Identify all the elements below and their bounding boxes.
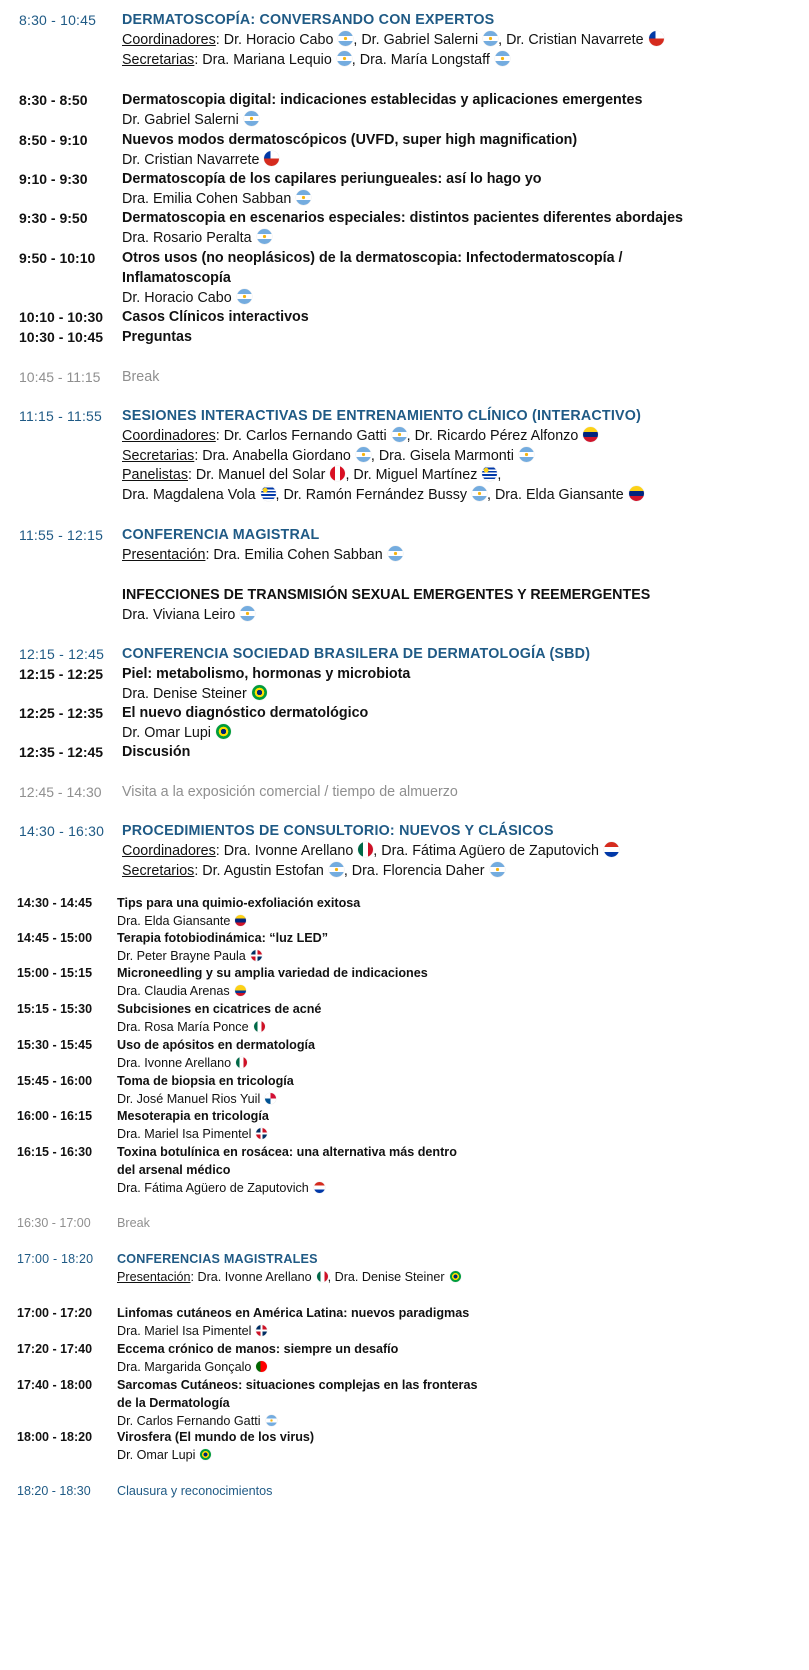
time-slot: 9:50 - 10:10 xyxy=(19,250,96,266)
session-title: DERMATOSCOPÍA: CONVERSANDO CON EXPERTOS xyxy=(122,12,495,28)
session-content xyxy=(117,1340,398,1376)
session-title: CONFERENCIA MAGISTRAL xyxy=(122,527,320,543)
argentina-flag-icon xyxy=(237,289,252,304)
argentina-flag-icon xyxy=(338,31,353,46)
session-content xyxy=(122,645,590,665)
time-slot: 15:30 - 15:45 xyxy=(17,1038,93,1052)
speaker-name: , Dr. Gabriel Salerni xyxy=(353,31,479,48)
speaker-name: : Dra. Emilia Cohen Sabban xyxy=(205,546,383,563)
session-content xyxy=(117,964,428,1000)
session-title: Uso de apósitos en dermatología xyxy=(117,1038,316,1052)
argentina-flag-icon xyxy=(483,31,498,46)
time-slot: 12:45 - 14:30 xyxy=(19,784,102,800)
speaker-name: , Dra. Florencia Daher xyxy=(343,862,485,879)
argentina-flag-icon xyxy=(472,486,487,501)
speaker-line xyxy=(122,466,644,486)
session-content xyxy=(122,743,190,763)
session-content xyxy=(122,308,309,328)
session-content xyxy=(117,1107,269,1143)
speaker-line xyxy=(117,1125,269,1143)
speaker-line xyxy=(117,1268,461,1286)
speaker-line xyxy=(117,1090,294,1108)
mexico-flag-icon xyxy=(358,842,373,857)
time-slot: 12:15 - 12:45 xyxy=(19,646,105,662)
session-content xyxy=(122,704,368,744)
speaker-name: Dr. José Manuel Rios Yuil xyxy=(117,1092,261,1106)
session-content xyxy=(122,91,642,131)
brazil-flag-icon xyxy=(200,1449,211,1460)
time-slot: 16:15 - 16:30 xyxy=(17,1145,93,1159)
speaker-name: Dr. Cristian Navarrete xyxy=(122,151,260,168)
role-label: Secretarias xyxy=(122,447,195,464)
speaker-name: Dr. Peter Brayne Paula xyxy=(117,949,246,963)
paraguay-flag-icon xyxy=(604,842,619,857)
speaker-line xyxy=(117,947,328,965)
role-label: Panelistas xyxy=(122,467,188,484)
dominican-republic-flag-icon xyxy=(251,950,262,961)
session-title: Eccema crónico de manos: siempre un desafío xyxy=(117,1342,399,1356)
session-content xyxy=(122,209,683,249)
paraguay-flag-icon xyxy=(314,1182,325,1193)
session-content xyxy=(117,1304,469,1340)
speaker-line xyxy=(117,982,428,1000)
speaker-line xyxy=(122,289,623,309)
session-title: SESIONES INTERACTIVAS DE ENTRENAMIENTO CLÍNICO (INTERACTIVO) xyxy=(122,408,642,424)
speaker-name: , Dr. Miguel Martínez xyxy=(345,467,478,484)
session-content xyxy=(117,1482,272,1500)
session-title: Toma de biopsia en tricología xyxy=(117,1074,294,1088)
session-title: Dermatoscopia en escenarios especiales: distintos pacientes diferentes abordajes xyxy=(122,210,683,226)
argentina-flag-icon xyxy=(495,51,510,66)
speaker-name: : Dra. Ivonne Arellano xyxy=(215,842,354,859)
speaker-line xyxy=(122,685,410,705)
brazil-flag-icon xyxy=(216,724,231,739)
argentina-flag-icon xyxy=(388,546,403,561)
speaker-name: : Dra. Ivonne Arellano xyxy=(190,1270,312,1284)
speaker-line xyxy=(122,427,644,447)
session-content xyxy=(117,1036,315,1072)
speaker-line xyxy=(117,1358,398,1376)
brazil-flag-icon xyxy=(252,685,267,700)
mexico-flag-icon xyxy=(317,1271,328,1282)
session-title: Otros usos (no neoplásicos) de la dermatoscopia: Infectodermatoscopía / xyxy=(122,250,623,266)
speaker-name: , Dr. Ramón Fernández Bussy xyxy=(275,487,468,504)
session-title: INFECCIONES DE TRANSMISIÓN SEXUAL EMERGENTES Y REEMERGENTES xyxy=(122,587,651,603)
speaker-line xyxy=(122,606,650,626)
uruguay-flag-icon xyxy=(261,486,276,501)
session-content xyxy=(122,249,623,308)
role-label: Coordinadores xyxy=(122,31,216,48)
session-content xyxy=(122,407,644,506)
mexico-flag-icon xyxy=(254,1021,265,1032)
venezuela-flag-icon xyxy=(583,427,598,442)
session-title: Piel: metabolismo, hormonas y microbiota xyxy=(122,666,411,682)
speaker-name: , Dra. Elda Giansante xyxy=(487,487,624,504)
session-content xyxy=(122,665,410,705)
time-slot: 8:30 - 10:45 xyxy=(19,12,97,28)
session-content xyxy=(117,1428,314,1464)
time-slot: 8:30 - 8:50 xyxy=(19,92,88,108)
session-title: Break xyxy=(117,1216,150,1230)
session-title: Clausura y reconocimientos xyxy=(117,1484,273,1498)
speaker-line xyxy=(122,111,642,131)
session-content xyxy=(117,1376,477,1430)
speaker-name: Dra. Rosa María Ponce xyxy=(117,1020,249,1034)
speaker-line xyxy=(122,229,683,249)
speaker-line xyxy=(122,842,619,862)
session-content xyxy=(122,131,577,171)
speaker-line xyxy=(122,151,577,171)
dominican-republic-flag-icon xyxy=(256,1128,267,1139)
speaker-name: : Dra. Mariana Lequio xyxy=(194,51,332,68)
venezuela-flag-icon xyxy=(235,915,246,926)
argentina-flag-icon xyxy=(329,862,344,877)
time-slot: 16:00 - 16:15 xyxy=(17,1109,93,1123)
time-slot: 11:55 - 12:15 xyxy=(19,527,104,543)
time-slot: 12:15 - 12:25 xyxy=(19,666,104,682)
time-slot: 10:45 - 11:15 xyxy=(19,369,101,385)
speaker-name: , Dr. Cristian Navarrete xyxy=(498,31,644,48)
session-content xyxy=(117,1000,321,1036)
speaker-name: : Dr. Manuel del Solar xyxy=(187,467,326,484)
session-title: Subcisiones en cicatrices de acné xyxy=(117,1002,322,1016)
session-content xyxy=(122,586,650,626)
time-slot: 10:30 - 10:45 xyxy=(19,329,104,345)
session-content xyxy=(117,894,360,930)
session-title: Visita a la exposición comercial / tiempo de almuerzo xyxy=(122,784,458,800)
argentina-flag-icon xyxy=(240,606,255,621)
role-label: Presentación xyxy=(117,1270,191,1284)
time-slot: 17:00 - 17:20 xyxy=(17,1306,93,1320)
argentina-flag-icon xyxy=(257,229,272,244)
session-content xyxy=(117,1214,150,1232)
speaker-name: Dra. Claudia Arenas xyxy=(117,984,230,998)
time-slot: 18:20 - 18:30 xyxy=(17,1484,91,1498)
session-title: CONFERENCIAS MAGISTRALES xyxy=(117,1252,318,1266)
portugal-flag-icon xyxy=(256,1361,267,1372)
time-slot: 17:40 - 18:00 xyxy=(17,1378,93,1392)
time-slot: 9:30 - 9:50 xyxy=(19,210,88,226)
speaker-line xyxy=(122,862,619,882)
role-label: Secretarias xyxy=(122,51,195,68)
speaker-line xyxy=(122,724,368,744)
time-slot: 8:50 - 9:10 xyxy=(19,132,88,148)
session-title: Inflamatoscopía xyxy=(122,269,231,286)
argentina-flag-icon xyxy=(244,111,259,126)
speaker-line xyxy=(117,1054,315,1072)
speaker-line xyxy=(122,31,664,51)
session-title: Break xyxy=(122,369,160,385)
session-title: Sarcomas Cutáneos: situaciones complejas en las fronteras xyxy=(117,1378,478,1392)
time-slot: 14:30 - 14:45 xyxy=(17,896,93,910)
speaker-name: Dra. Fátima Agüero de Zaputovich xyxy=(117,1181,309,1195)
time-slot: 10:10 - 10:30 xyxy=(19,309,104,325)
session-title: Microneedling y su amplia variedad de indicaciones xyxy=(117,966,428,980)
speaker-line xyxy=(117,1322,469,1340)
session-title: Toxina botulínica en rosácea: una alternativa más dentro xyxy=(117,1145,457,1159)
role-label: Coordinadores xyxy=(122,842,216,859)
session-title: Virosfera (El mundo de los virus) xyxy=(117,1430,315,1444)
session-content xyxy=(117,929,328,965)
time-slot: 11:15 - 11:55 xyxy=(19,408,103,424)
role-label: Secretarios xyxy=(122,862,195,879)
speaker-name: Dra. Elda Giansante xyxy=(117,914,231,928)
argentina-flag-icon xyxy=(356,447,371,462)
argentina-flag-icon xyxy=(519,447,534,462)
session-title: Discusión xyxy=(122,744,191,760)
time-slot: 9:10 - 9:30 xyxy=(19,171,88,187)
time-slot: 14:30 - 16:30 xyxy=(19,823,105,839)
speaker-name: , Dr. Ricardo Pérez Alfonzo xyxy=(406,427,579,444)
speaker-name: Dr. Omar Lupi xyxy=(117,1448,196,1462)
session-content xyxy=(122,526,403,566)
speaker-name: Dra. Viviana Leiro xyxy=(122,606,236,623)
speaker-name: , Dra. María Longstaff xyxy=(351,51,490,68)
speaker-name: : Dr. Horacio Cabo xyxy=(215,31,334,48)
speaker-name: : Dra. Anabella Giordano xyxy=(194,447,351,464)
speaker-name: Dra. Rosario Peralta xyxy=(122,229,252,246)
speaker-name: : Dr. Agustin Estofan xyxy=(194,862,324,879)
chile-flag-icon xyxy=(649,31,664,46)
speaker-line xyxy=(122,486,644,506)
time-slot: 12:25 - 12:35 xyxy=(19,705,104,721)
session-content xyxy=(122,170,542,210)
speaker-line xyxy=(117,1018,321,1036)
session-title: Mesoterapia en tricología xyxy=(117,1109,269,1123)
argentina-flag-icon xyxy=(392,427,407,442)
role-label: Coordinadores xyxy=(122,427,216,444)
time-slot: 12:35 - 12:45 xyxy=(19,744,104,760)
speaker-line xyxy=(122,447,644,467)
session-content xyxy=(122,368,159,388)
time-slot: 16:30 - 17:00 xyxy=(17,1216,91,1230)
uruguay-flag-icon xyxy=(482,466,497,481)
speaker-line xyxy=(117,912,360,930)
speaker-name: Dra. Denise Steiner xyxy=(122,685,247,702)
speaker-name: , xyxy=(497,467,502,484)
speaker-name: , Dra. Denise Steiner xyxy=(327,1270,445,1284)
speaker-name: Dra. Emilia Cohen Sabban xyxy=(122,190,292,207)
session-content xyxy=(117,1250,461,1286)
session-content xyxy=(122,11,664,70)
colombia-flag-icon xyxy=(235,985,246,996)
speaker-name: Dr. Gabriel Salerni xyxy=(122,111,239,128)
session-title: Casos Clínicos interactivos xyxy=(122,309,309,325)
speaker-name: Dr. Carlos Fernando Gatti xyxy=(117,1414,261,1428)
session-content xyxy=(117,1072,294,1108)
speaker-name: Dr. Omar Lupi xyxy=(122,724,211,741)
brazil-flag-icon xyxy=(450,1271,461,1282)
session-content xyxy=(122,328,192,348)
time-slot: 15:45 - 16:00 xyxy=(17,1074,93,1088)
speaker-name: Dra. Mariel Isa Pimentel xyxy=(117,1324,252,1338)
role-label: Presentación xyxy=(122,546,206,563)
time-slot: 17:00 - 18:20 xyxy=(17,1252,94,1266)
speaker-name: Dr. Horacio Cabo xyxy=(122,289,232,306)
time-slot: 15:00 - 15:15 xyxy=(17,966,93,980)
time-slot: 18:00 - 18:20 xyxy=(17,1430,93,1444)
session-content xyxy=(122,783,458,803)
session-title: Dermatoscopía de los capilares periungueales: así lo hago yo xyxy=(122,171,542,187)
speaker-line xyxy=(122,190,542,210)
session-content xyxy=(117,1143,457,1197)
speaker-name: Dra. Margarida Gonçalo xyxy=(117,1360,252,1374)
session-title: Tips para una quimio-exfoliación exitosa xyxy=(117,896,361,910)
argentina-flag-icon xyxy=(266,1415,277,1426)
panama-flag-icon xyxy=(265,1093,276,1104)
chile-flag-icon xyxy=(264,151,279,166)
peru-flag-icon xyxy=(330,466,345,481)
speaker-name: Dra. Mariel Isa Pimentel xyxy=(117,1127,252,1141)
session-title: PROCEDIMIENTOS DE CONSULTORIO: NUEVOS Y CLÁSICOS xyxy=(122,823,554,839)
session-title: de la Dermatología xyxy=(117,1396,230,1410)
speaker-name: , Dra. Gisela Marmonti xyxy=(370,447,514,464)
speaker-line xyxy=(122,51,664,71)
speaker-name: : Dr. Carlos Fernando Gatti xyxy=(215,427,387,444)
session-content xyxy=(122,822,619,881)
session-title: del arsenal médico xyxy=(117,1163,231,1177)
time-slot: 14:45 - 15:00 xyxy=(17,931,93,945)
session-title: CONFERENCIA SOCIEDAD BRASILERA DE DERMATOLOGÍA (SBD) xyxy=(122,646,591,662)
session-title: Nuevos modos dermatoscópicos (UVFD, super high magnification) xyxy=(122,132,578,148)
session-title: El nuevo diagnóstico dermatológico xyxy=(122,705,369,721)
mexico-flag-icon xyxy=(236,1057,247,1068)
dominican-republic-flag-icon xyxy=(256,1325,267,1336)
session-title: Terapia fotobiodinámica: “luz LED” xyxy=(117,931,329,945)
session-title: Linfomas cutáneos en América Latina: nuevos paradigmas xyxy=(117,1306,470,1320)
venezuela-flag-icon xyxy=(629,486,644,501)
speaker-line xyxy=(117,1179,457,1197)
argentina-flag-icon xyxy=(296,190,311,205)
speaker-name: Dra. Ivonne Arellano xyxy=(117,1056,232,1070)
session-title: Preguntas xyxy=(122,329,192,345)
speaker-line xyxy=(122,546,403,566)
argentina-flag-icon xyxy=(490,862,505,877)
speaker-line xyxy=(117,1446,314,1464)
session-title: Dermatoscopia digital: indicaciones establecidas y aplicaciones emergentes xyxy=(122,92,643,108)
argentina-flag-icon xyxy=(337,51,352,66)
speaker-name: , Dra. Fátima Agüero de Zaputovich xyxy=(373,842,599,859)
time-slot: 17:20 - 17:40 xyxy=(17,1342,93,1356)
speaker-name: Dra. Magdalena Vola xyxy=(122,487,256,504)
time-slot: 15:15 - 15:30 xyxy=(17,1002,93,1016)
